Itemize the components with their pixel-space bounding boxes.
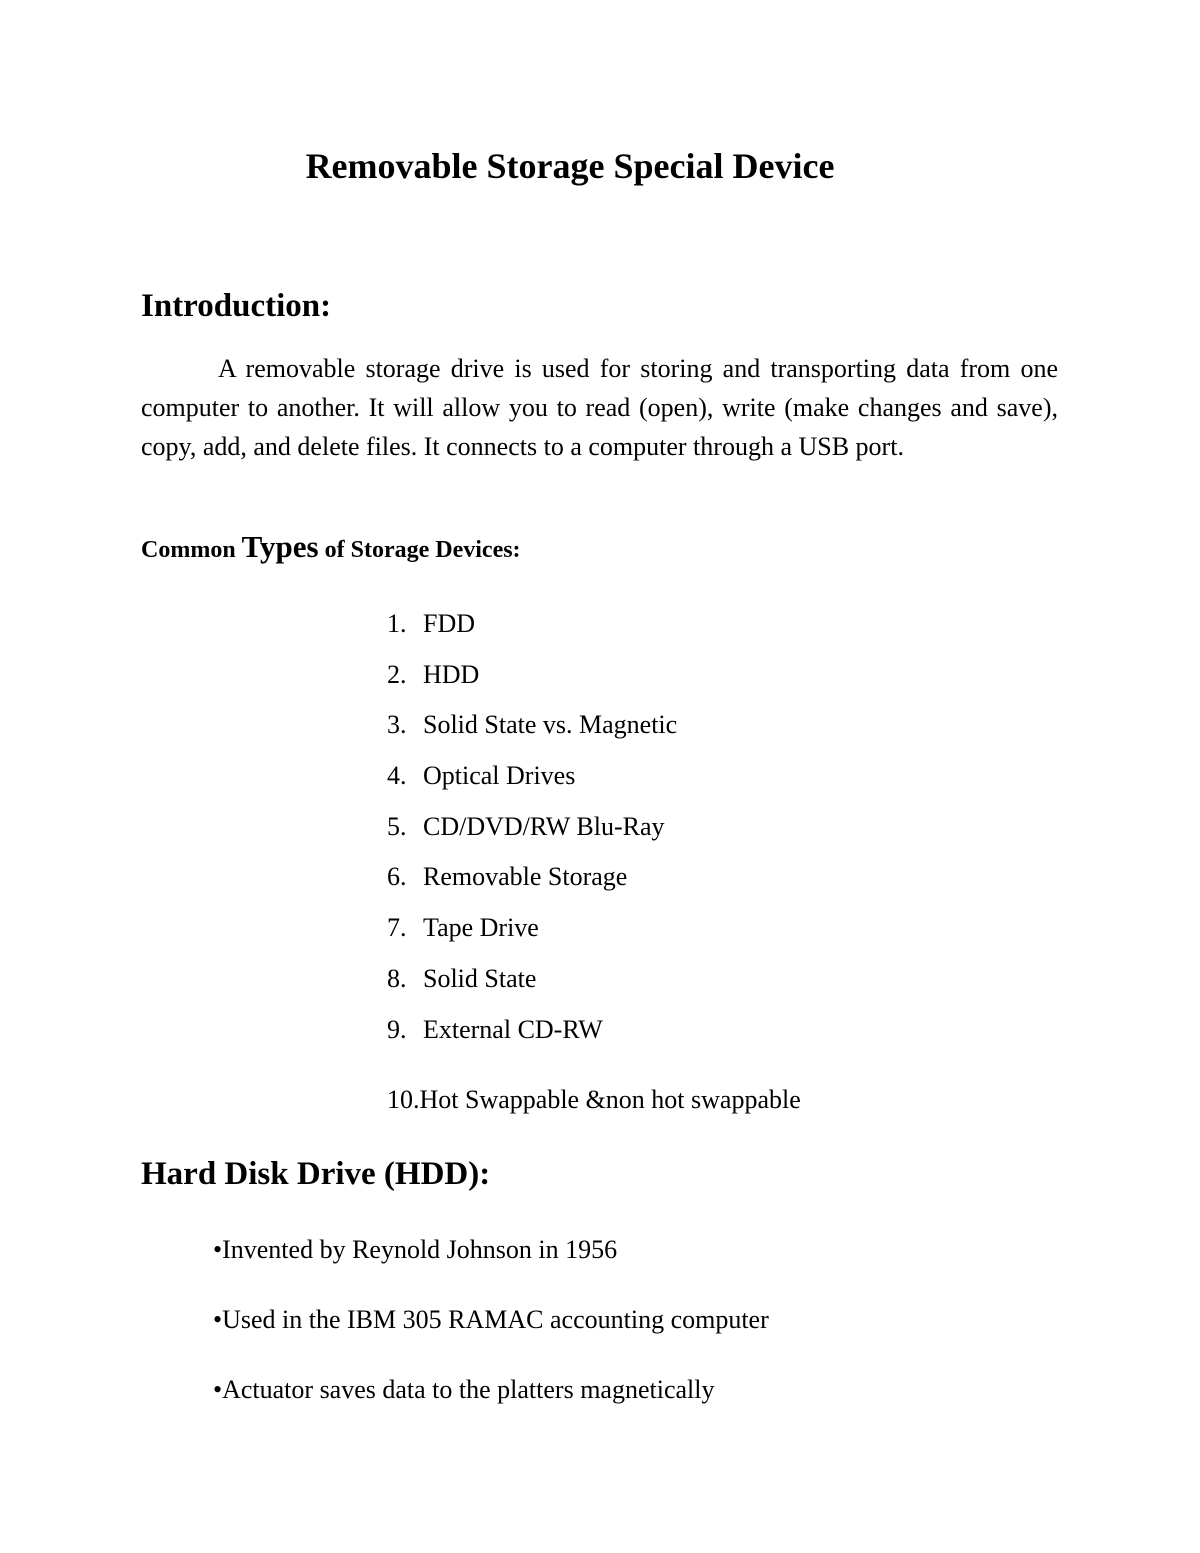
list-item xyxy=(387,957,677,1008)
list-item-number: 3. xyxy=(387,710,407,740)
list-item xyxy=(387,855,677,906)
list-item-label: Solid State vs. Magnetic xyxy=(423,710,678,740)
list-item xyxy=(387,653,677,704)
types-heading-part3: of Storage Devices: xyxy=(318,537,521,563)
list-item-number: 9. xyxy=(387,1014,407,1044)
storage-types-list xyxy=(387,602,677,1058)
bullet-item: •Invented by Reynold Johnson in 1956 xyxy=(213,1235,618,1264)
bullet-item: •Used in the IBM 305 RAMAC accounting computer xyxy=(213,1305,769,1334)
types-heading-part2: Types xyxy=(241,529,319,564)
hdd-bullet-list xyxy=(213,1228,769,1438)
list-item-number: 1. xyxy=(387,609,407,638)
document-title: Removable Storage Special Device xyxy=(305,146,835,186)
introduction-paragraph: A removable storage drive is used for storing and transporting data from one computer to another. It will allow you to read (open), write (make changes and save), copy, add, and delete files. It connects to a computer through a USB port. xyxy=(141,354,1058,461)
list-item-number: 5. xyxy=(387,811,407,841)
list-item-label: Tape Drive xyxy=(423,913,539,943)
list-item-number: 2. xyxy=(387,659,407,689)
list-item xyxy=(387,602,677,653)
list-item xyxy=(387,703,677,754)
hdd-heading: Hard Disk Drive (HDD): xyxy=(141,1156,491,1192)
list-item-label: Removable Storage xyxy=(423,862,628,892)
list-item-label: CD/DVD/RW Blu-Ray xyxy=(423,811,665,841)
list-item xyxy=(387,1008,677,1059)
list-item-label: HDD xyxy=(423,659,480,689)
list-item xyxy=(387,754,677,805)
list-item xyxy=(387,805,677,856)
list-item-number: 8. xyxy=(387,963,407,993)
list-item-label: Optical Drives xyxy=(423,761,576,791)
list-item xyxy=(387,906,677,957)
list-item-number: 7. xyxy=(387,913,407,943)
list-item-label: Solid State xyxy=(423,963,537,993)
list-item-label: External CD-RW xyxy=(423,1014,603,1044)
list-item-label: FDD xyxy=(423,609,476,638)
types-heading-part1: Common xyxy=(141,537,242,563)
types-heading xyxy=(141,526,521,571)
bullet-item: •Actuator saves data to the platters magnetically xyxy=(213,1375,715,1404)
list-item-last: 10.Hot Swappable &non hot swappable xyxy=(387,1085,801,1114)
list-item-number: 4. xyxy=(387,761,407,791)
list-item-number: 6. xyxy=(387,862,407,892)
introduction-heading: Introduction: xyxy=(141,288,332,324)
